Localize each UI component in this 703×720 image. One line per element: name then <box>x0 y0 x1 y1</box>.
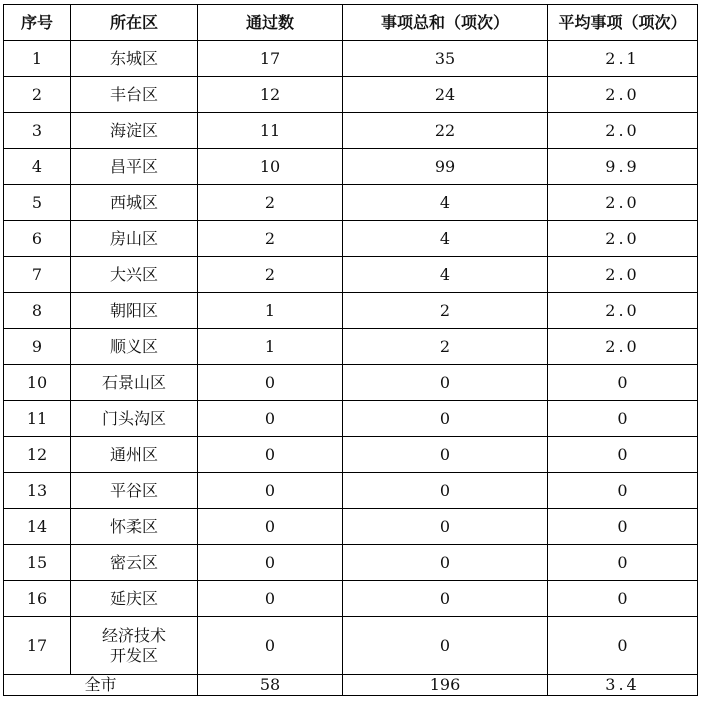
table-body <box>4 41 698 675</box>
row-district: 丰台区 <box>71 77 198 113</box>
row-district: 延庆区 <box>71 581 198 617</box>
row-index: 14 <box>4 509 71 545</box>
row-passed-count: 0 <box>198 617 343 675</box>
row-passed-count: 0 <box>198 581 343 617</box>
row-average-items: 0 <box>548 617 698 675</box>
row-district: 怀柔区 <box>71 509 198 545</box>
row-total-items: 0 <box>343 581 548 617</box>
row-total-items: 2 <box>343 329 548 365</box>
row-index: 1 <box>4 41 71 77</box>
table-row <box>4 113 698 149</box>
total-label: 全市 <box>4 675 198 696</box>
row-total-items: 0 <box>343 545 548 581</box>
table-row <box>4 473 698 509</box>
row-index: 7 <box>4 257 71 293</box>
row-average-items: 0 <box>548 473 698 509</box>
table-row <box>4 77 698 113</box>
header-district: 所在区 <box>71 5 198 41</box>
row-average-items: 0 <box>548 437 698 473</box>
row-average-items: 2.1 <box>548 41 698 77</box>
header-total-items: 事项总和（项次） <box>343 5 548 41</box>
table-row <box>4 545 698 581</box>
row-average-items: 2.0 <box>548 293 698 329</box>
row-index: 11 <box>4 401 71 437</box>
table-row <box>4 185 698 221</box>
row-passed-count: 12 <box>198 77 343 113</box>
header-passed-count: 通过数 <box>198 5 343 41</box>
row-index: 6 <box>4 221 71 257</box>
district-name-line: 经济技术 <box>101 625 166 645</box>
row-passed-count: 2 <box>198 185 343 221</box>
row-index: 13 <box>4 473 71 509</box>
row-passed-count: 2 <box>198 257 343 293</box>
row-district: 平谷区 <box>71 473 198 509</box>
row-average-items: 0 <box>548 581 698 617</box>
table-row <box>4 617 698 675</box>
row-total-items: 0 <box>343 401 548 437</box>
row-district <box>71 617 198 675</box>
row-total-items: 4 <box>343 185 548 221</box>
row-district: 海淀区 <box>71 113 198 149</box>
row-index: 8 <box>4 293 71 329</box>
row-district: 石景山区 <box>71 365 198 401</box>
table-row <box>4 437 698 473</box>
row-index: 17 <box>4 617 71 675</box>
row-total-items: 24 <box>343 77 548 113</box>
table-row <box>4 365 698 401</box>
row-district: 大兴区 <box>71 257 198 293</box>
row-total-items: 22 <box>343 113 548 149</box>
row-total-items: 0 <box>343 509 548 545</box>
row-average-items: 0 <box>548 365 698 401</box>
row-passed-count: 11 <box>198 113 343 149</box>
row-index: 3 <box>4 113 71 149</box>
row-total-items: 35 <box>343 41 548 77</box>
row-district: 东城区 <box>71 41 198 77</box>
row-index: 4 <box>4 149 71 185</box>
table-row <box>4 221 698 257</box>
table-row <box>4 257 698 293</box>
row-total-items: 99 <box>343 149 548 185</box>
row-district: 昌平区 <box>71 149 198 185</box>
row-passed-count: 17 <box>198 41 343 77</box>
row-index: 16 <box>4 581 71 617</box>
row-average-items: 0 <box>548 545 698 581</box>
row-passed-count: 0 <box>198 437 343 473</box>
table-row <box>4 401 698 437</box>
table-row <box>4 293 698 329</box>
row-passed-count: 2 <box>198 221 343 257</box>
row-index: 9 <box>4 329 71 365</box>
row-average-items: 2.0 <box>548 257 698 293</box>
row-total-items: 0 <box>343 437 548 473</box>
row-total-items: 0 <box>343 365 548 401</box>
row-passed-count: 0 <box>198 509 343 545</box>
row-index: 2 <box>4 77 71 113</box>
row-average-items: 2.0 <box>548 185 698 221</box>
row-district: 西城区 <box>71 185 198 221</box>
district-statistics-table <box>3 4 698 696</box>
row-average-items: 9.9 <box>548 149 698 185</box>
row-passed-count: 0 <box>198 365 343 401</box>
row-district: 朝阳区 <box>71 293 198 329</box>
row-average-items: 2.0 <box>548 329 698 365</box>
row-index: 5 <box>4 185 71 221</box>
row-district: 密云区 <box>71 545 198 581</box>
total-row <box>4 675 698 696</box>
row-passed-count: 0 <box>198 545 343 581</box>
total-passed: 58 <box>198 675 343 696</box>
table-row <box>4 509 698 545</box>
row-average-items: 2.0 <box>548 77 698 113</box>
row-index: 15 <box>4 545 71 581</box>
row-total-items: 2 <box>343 293 548 329</box>
total-average: 3.4 <box>548 675 698 696</box>
row-passed-count: 0 <box>198 401 343 437</box>
row-passed-count: 1 <box>198 293 343 329</box>
row-total-items: 4 <box>343 257 548 293</box>
table-row <box>4 329 698 365</box>
row-total-items: 0 <box>343 617 548 675</box>
row-passed-count: 10 <box>198 149 343 185</box>
row-index: 10 <box>4 365 71 401</box>
row-average-items: 0 <box>548 401 698 437</box>
row-index: 12 <box>4 437 71 473</box>
row-passed-count: 0 <box>198 473 343 509</box>
total-items: 196 <box>343 675 548 696</box>
table-row <box>4 581 698 617</box>
row-average-items: 0 <box>548 509 698 545</box>
row-district: 门头沟区 <box>71 401 198 437</box>
district-name-line: 开发区 <box>109 645 158 665</box>
row-total-items: 4 <box>343 221 548 257</box>
table-row <box>4 41 698 77</box>
header-average-items: 平均事项（项次） <box>548 5 698 41</box>
row-total-items: 0 <box>343 473 548 509</box>
row-district: 顺义区 <box>71 329 198 365</box>
row-average-items: 2.0 <box>548 113 698 149</box>
table-row <box>4 149 698 185</box>
row-district: 房山区 <box>71 221 198 257</box>
row-district: 通州区 <box>71 437 198 473</box>
header-index: 序号 <box>4 5 71 41</box>
row-passed-count: 1 <box>198 329 343 365</box>
table-header-row <box>4 5 698 41</box>
row-average-items: 2.0 <box>548 221 698 257</box>
